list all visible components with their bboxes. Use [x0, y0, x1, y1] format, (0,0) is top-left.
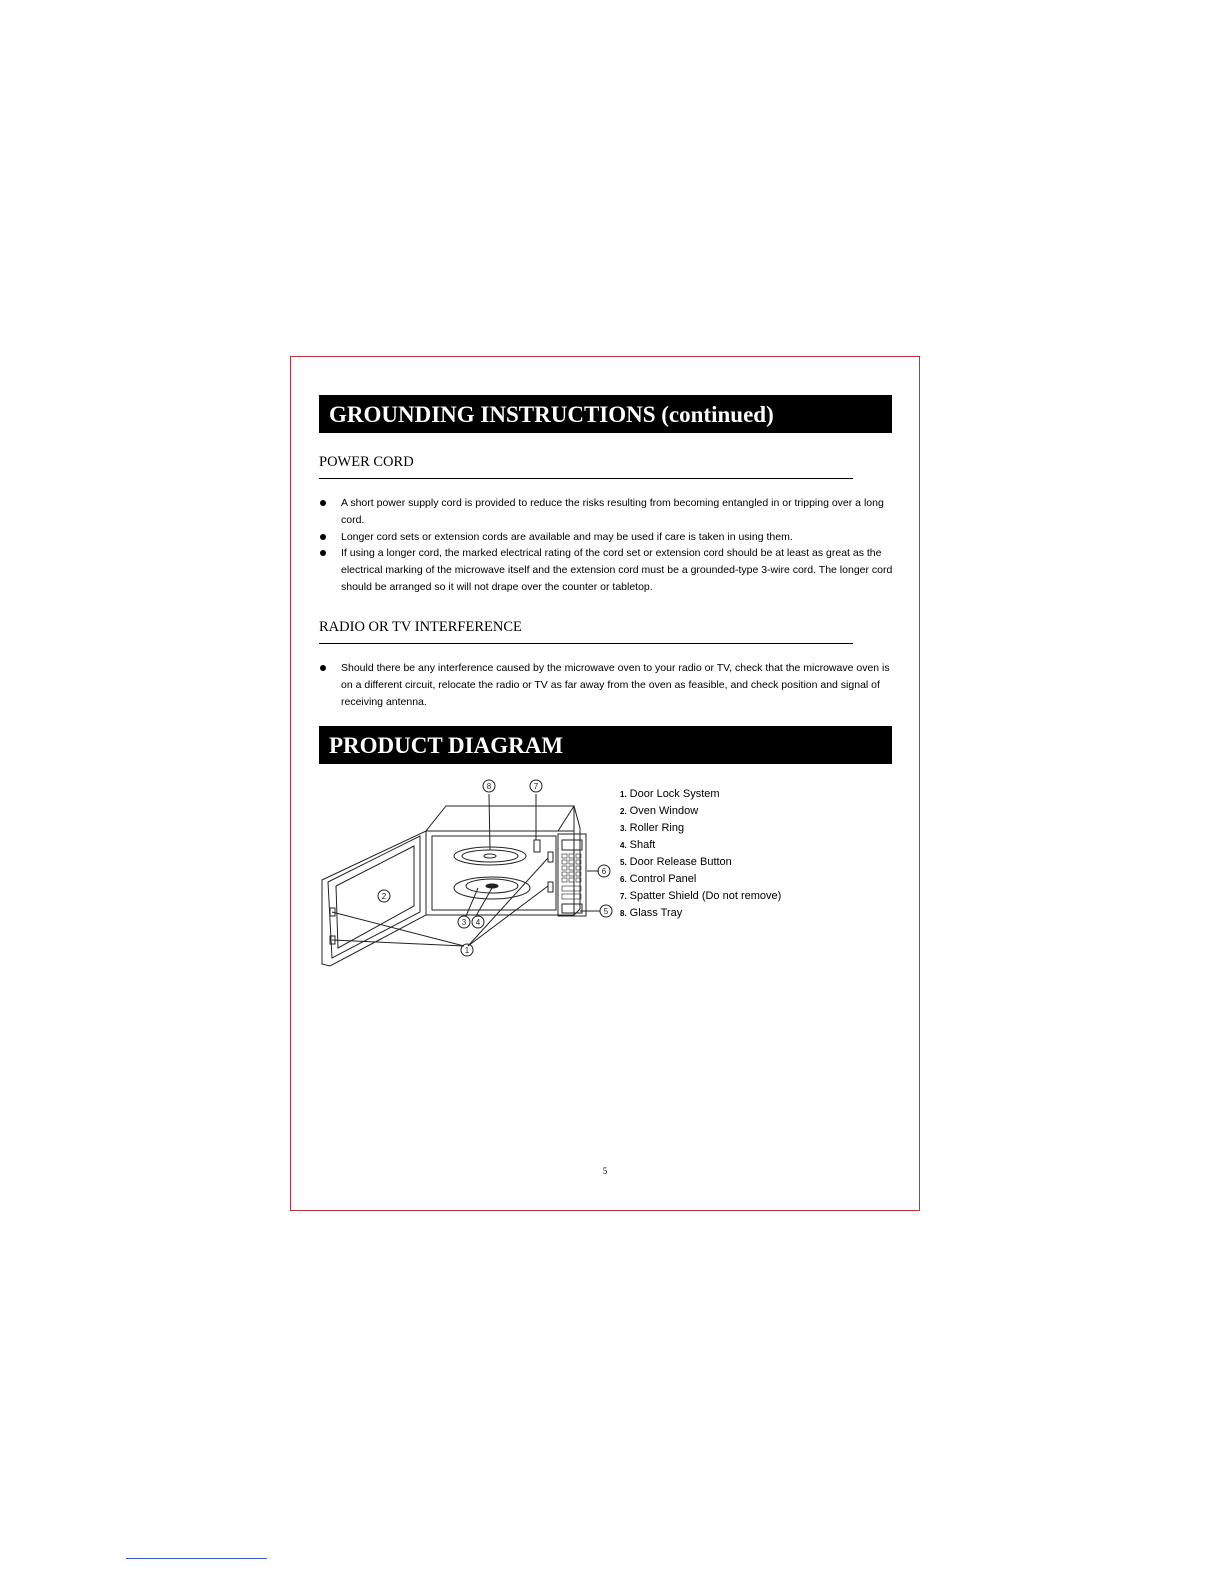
interference-rule — [319, 643, 853, 644]
part-label: Door Release Button — [629, 856, 732, 868]
part-number: 1. — [620, 790, 627, 799]
part-number: 7. — [620, 892, 627, 901]
bullet-dot-icon — [320, 500, 326, 506]
callout-4-label: 4 — [475, 918, 481, 927]
part-number: 8. — [620, 909, 627, 918]
bullet-dot-icon — [320, 665, 326, 671]
power-cord-bullet-list — [319, 495, 894, 596]
list-item — [620, 854, 781, 871]
part-label: Roller Ring — [629, 822, 685, 834]
bullet-text: Longer cord sets or extension cords are available and may be used if care is taken in using them. — [341, 530, 793, 543]
list-item — [319, 660, 894, 710]
callout-1-label: 1 — [464, 946, 470, 955]
part-number: 5. — [620, 858, 627, 867]
callout-6-label: 6 — [601, 867, 607, 876]
parts-list — [620, 786, 781, 922]
part-label: Spatter Shield (Do not remove) — [629, 890, 782, 902]
bullet-dot-icon — [320, 550, 326, 556]
grounding-title-banner: GROUNDING INSTRUCTIONS (continued) — [319, 395, 892, 433]
part-number: 2. — [620, 807, 627, 816]
part-number: 3. — [620, 824, 627, 833]
part-label: Door Lock System — [629, 788, 720, 800]
list-item — [620, 888, 781, 905]
oven-window — [336, 846, 414, 948]
list-item — [319, 495, 894, 529]
bullet-text: If using a longer cord, the marked electrical rating of the cord set or extension cord should be at least as great as the electrical marking of the microwave itself and the extension cord must be a grounded-type 3-wire cord. The longer cord should be arranged so it will not drape over the counter or tabletop. — [341, 547, 893, 593]
list-item — [620, 786, 781, 803]
power-cord-rule — [319, 478, 853, 479]
spatter-shield — [534, 840, 540, 852]
list-item — [620, 871, 781, 888]
oven-front-face — [426, 831, 574, 915]
bullet-text: A short power supply cord is provided to reduce the risks resulting from becoming entangled in or tripping over a long cord. — [341, 497, 884, 526]
part-number: 6. — [620, 875, 627, 884]
bullet-dot-icon — [320, 534, 326, 540]
microwave-diagram — [318, 776, 618, 971]
part-label: Shaft — [629, 839, 656, 851]
interference-bullet-list — [319, 660, 894, 710]
callout-7-label: 7 — [533, 782, 539, 791]
part-label: Glass Tray — [629, 907, 683, 919]
callout-8-label: 8 — [486, 782, 492, 791]
footnote-separator — [126, 1558, 267, 1559]
callout-3-label: 3 — [461, 918, 467, 927]
callout-2-label: 2 — [381, 892, 387, 901]
part-number: 4. — [620, 841, 627, 850]
door-release-button — [562, 904, 582, 913]
bullet-text: Should there be any interference caused by the microwave oven to your radio or TV, check that the microwave oven is on a different circuit, relocate the radio or TV as far away from the oven as feasible, and check position and signal of receiving antenna. — [341, 662, 890, 708]
product-diagram-title-banner: PRODUCT DIAGRAM — [319, 726, 892, 764]
list-item — [620, 837, 781, 854]
list-item — [620, 820, 781, 837]
oven-top-face — [426, 806, 574, 831]
list-item — [620, 803, 781, 820]
interference-heading: RADIO OR TV INTERFERENCE — [319, 619, 522, 635]
page-number: 5 — [602, 1166, 608, 1176]
power-cord-heading: POWER CORD — [319, 454, 414, 470]
list-item — [319, 529, 894, 546]
list-item — [620, 905, 781, 922]
list-item — [319, 545, 894, 595]
callout-5-label: 5 — [603, 907, 609, 916]
part-label: Oven Window — [629, 805, 699, 817]
part-label: Control Panel — [629, 873, 697, 885]
